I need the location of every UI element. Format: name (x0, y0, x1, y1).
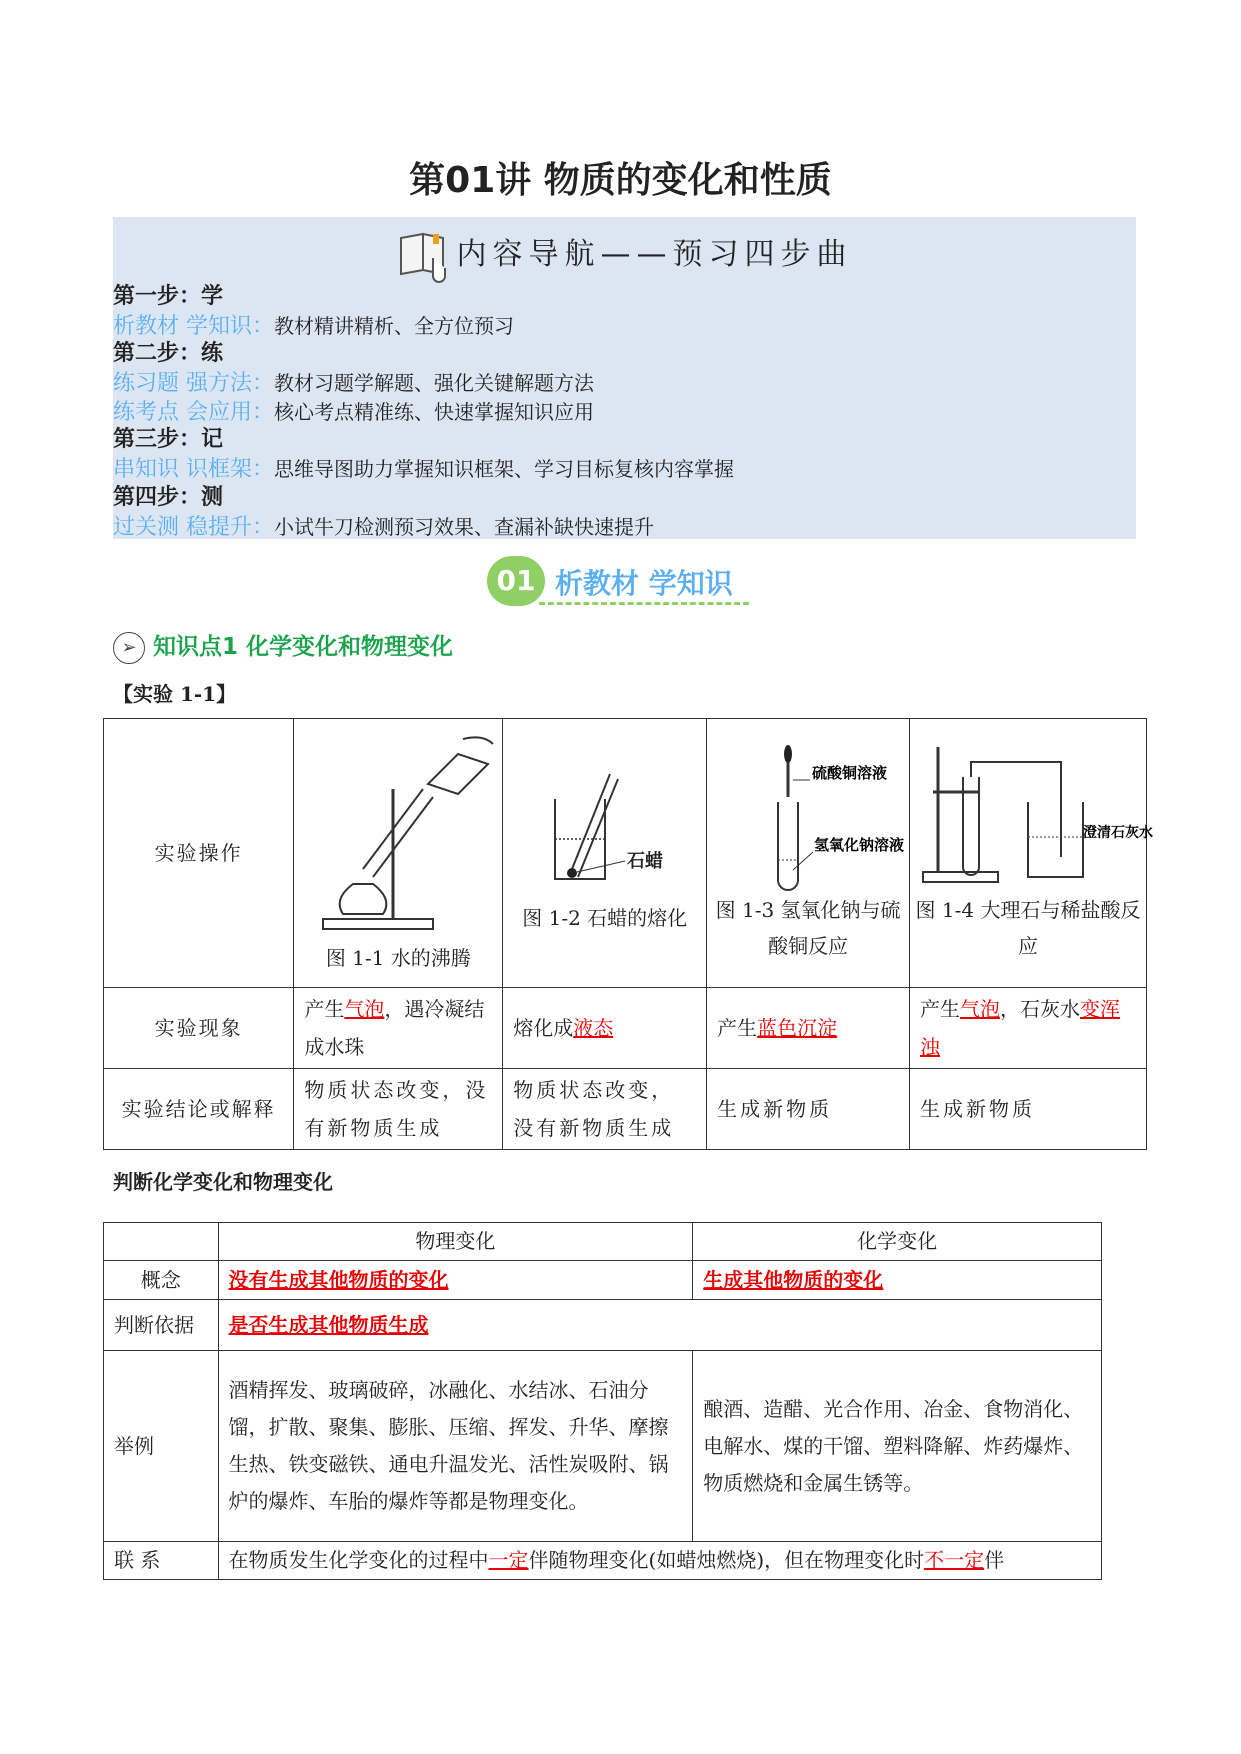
nav-item-text: 核心考点精准练、快速掌握知识应用 (274, 399, 594, 424)
conclusion-cell: 物质状态改变，没有新物质生成 (294, 1069, 503, 1150)
table-row (104, 1261, 1102, 1300)
concept-cell: 生成其他物质的变化 (693, 1261, 1102, 1300)
figure-caption: 图 1-1 水的沸腾 (325, 946, 471, 970)
nav-item-key: 过关测 稳提升： (113, 514, 274, 540)
table-row (104, 1069, 1147, 1150)
table-row (104, 988, 1147, 1069)
nav-item (113, 398, 734, 427)
example-cell: 酒精挥发、玻璃破碎，冰融化、水结冰、石油分馏，扩散、聚集、膨胀、压缩、挥发、升华、摩擦生热、铁变磁铁、通电升温发光、活性炭吸附、锅炉的爆炸、车胎的爆炸等都是物理变化。 (218, 1351, 693, 1542)
content-navigation-box (113, 217, 1136, 539)
naoh-cuso4-figure (718, 742, 905, 892)
conclusion-cell: 生成新物质 (910, 1069, 1147, 1150)
comparison-table (103, 1222, 1102, 1580)
phenomenon-cell: 产生气泡，遇冷凝结成水珠 (294, 988, 503, 1069)
figure-cell (294, 719, 503, 988)
figure-caption: 图 1-3 氢氧化钠与硫酸铜反应 (715, 898, 901, 958)
arrow-circle-icon: ➢ (113, 632, 145, 664)
conclusion-cell: 物质状态改变，没有新物质生成 (503, 1069, 707, 1150)
nav-item-key: 串知识 识框架： (113, 457, 274, 483)
nav-item-text: 教材精讲精析、全方位预习 (274, 313, 514, 338)
nav-step-heading: 第一步：学 (113, 284, 224, 309)
table-row (104, 1351, 1102, 1542)
page-title: 第01讲 物质的变化和性质 (409, 160, 832, 201)
marble-hcl-figure (918, 742, 1154, 892)
nav-step-heading: 第二步：练 (113, 341, 224, 367)
row-head: 实验现象 (104, 988, 294, 1069)
nav-item-text: 思维导图助力掌握知识框架、学习目标复核内容掌握 (274, 457, 734, 482)
nav-item (113, 369, 734, 398)
figure-cell (707, 719, 910, 988)
naoh-label: 氢氧化钠溶液 (814, 836, 905, 854)
badge-number: 01 (487, 556, 545, 606)
cuso4-label: 硫酸铜溶液 (812, 764, 888, 782)
basis-cell: 是否生成其他物质生成 (218, 1300, 1101, 1351)
row-head: 实验结论或解释 (104, 1069, 294, 1150)
nav-item (113, 513, 734, 542)
nav-step-heading: 第四步：测 (113, 484, 224, 510)
nav-item-text: 小试牛刀检测预习效果、查漏补缺快速提升 (274, 514, 654, 539)
knowledge-point-text: 知识点1 化学变化和物理变化 (153, 634, 454, 660)
badge-text: 析教材 学知识 (555, 567, 733, 600)
limewater-label: 澄清石灰水 (1083, 825, 1154, 841)
figure-cell (910, 719, 1154, 988)
wax-melting-figure (515, 769, 695, 899)
nav-item-key: 练习题 强方法： (113, 371, 274, 397)
badge-underline (539, 602, 749, 605)
nav-item (113, 455, 734, 484)
nav-item-key: 练考点 会应用： (113, 399, 274, 425)
row-head: 概念 (104, 1261, 219, 1300)
conclusion-cell: 生成新物质 (707, 1069, 910, 1150)
row-head: 实验操作 (104, 719, 294, 988)
row-head: 举例 (104, 1351, 219, 1542)
nav-item-text: 教材习题学解题、强化关键解题方法 (274, 371, 594, 396)
experiment-table (103, 718, 1154, 1150)
table-row (104, 719, 1147, 988)
row-head: 联 系 (104, 1542, 219, 1580)
figure-cell (503, 719, 707, 988)
nav-step-heading: 第三步：记 (113, 427, 224, 453)
wax-label: 石蜡 (626, 851, 663, 872)
concept-cell: 没有生成其他物质的变化 (218, 1261, 693, 1300)
nav-item (113, 312, 734, 341)
nav-heading (113, 229, 1136, 282)
phenomenon-cell: 产生蓝色沉淀 (707, 988, 910, 1069)
example-cell: 酿酒、造醋、光合作用、冶金、食物消化、电解水、煤的干馏、塑料降解、炸药爆炸、物质燃烧和金属生锈等。 (693, 1351, 1102, 1542)
subheading: 判断化学变化和物理变化 (113, 1170, 333, 1194)
experiment-label: 【实验 1-1】 (113, 682, 237, 706)
column-header: 化学变化 (693, 1223, 1102, 1261)
nav-item-key: 析教材 学知识： (113, 313, 274, 339)
row-head: 判断依据 (104, 1300, 219, 1351)
table-row (104, 1300, 1102, 1351)
figure-caption: 图 1-2 石蜡的熔化 (522, 906, 688, 930)
phenomenon-cell: 熔化成液态 (503, 988, 707, 1069)
table-row (104, 1542, 1102, 1580)
boiling-water-figure (303, 729, 493, 939)
empty-cell (104, 1223, 219, 1261)
table-row (104, 1223, 1102, 1261)
figure-caption: 图 1-4 大理石与稀盐酸反应 (915, 898, 1141, 958)
knowledge-point-heading (113, 628, 453, 664)
phenomenon-cell: 产生气泡，石灰水变浑浊 (910, 988, 1147, 1069)
relation-cell: 在物质发生化学变化的过程中一定伴随物理变化(如蜡烛燃烧)，但在物理变化时不一定伴 (218, 1542, 1101, 1580)
column-header: 物理变化 (218, 1223, 693, 1261)
book-hand-icon (397, 230, 453, 282)
nav-heading-text: 内容导航——预习四步曲 (456, 237, 853, 272)
nav-lines (113, 283, 734, 541)
